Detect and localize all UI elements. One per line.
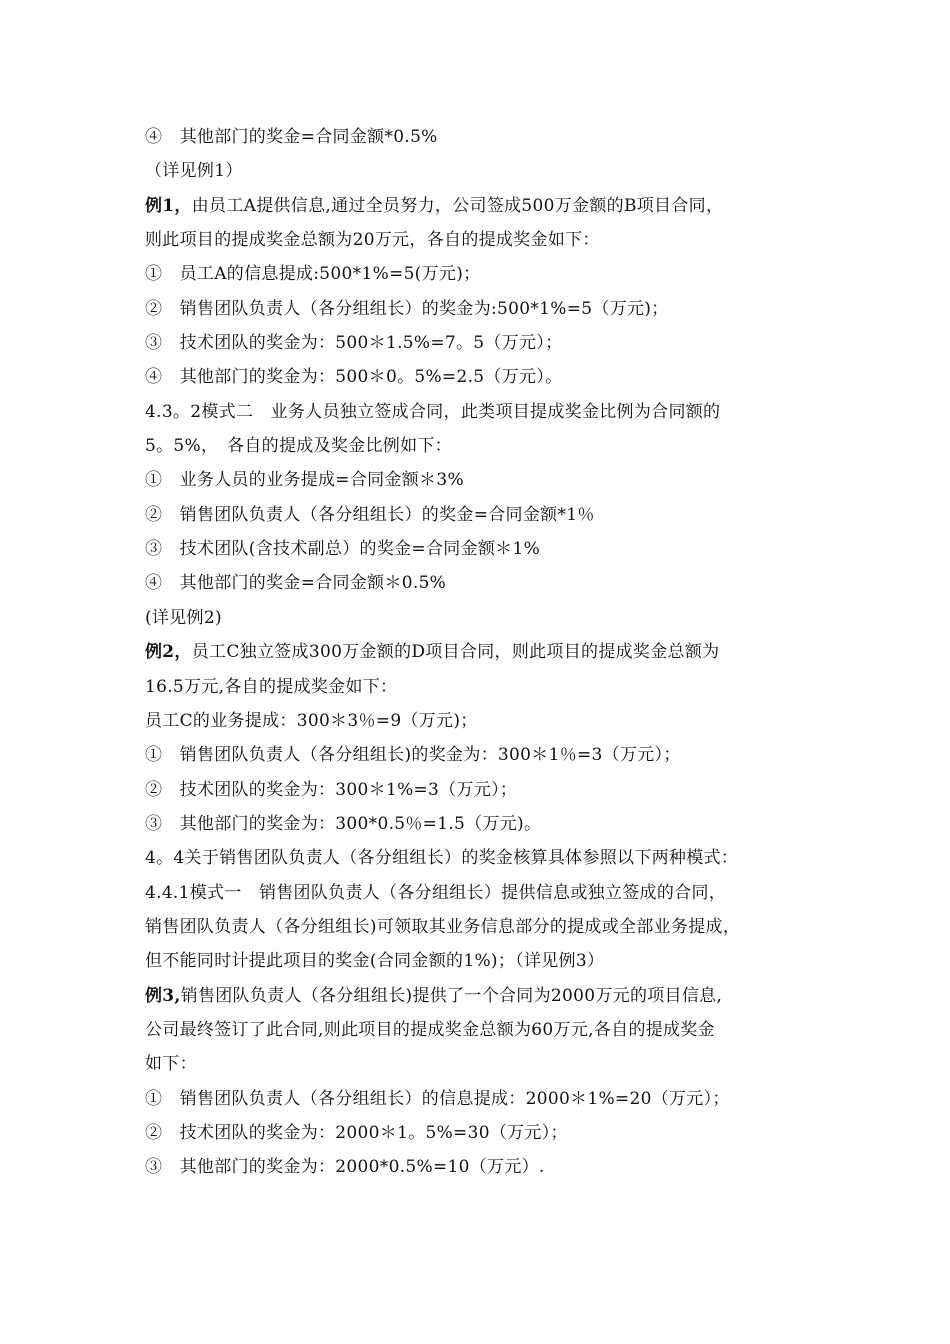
- example-label: 例2，: [145, 642, 192, 663]
- line-text: (详见例2): [145, 607, 222, 628]
- line-text: 如下：: [145, 1054, 197, 1075]
- line-text: 4。4关于销售团队负责人（各分组组长）的奖金核算具体参照以下两种模式：: [145, 848, 739, 869]
- line-text: ④ 其他部门的奖金=合同金额*0.5%: [145, 127, 438, 147]
- line-text: 销售团队负责人（各分组组长)可领取其业务信息部分的提成或全部业务提成，: [145, 916, 741, 937]
- line-text: ③ 技术团队的奖金为：500＊1.5%=7。5（万元）；: [145, 333, 563, 354]
- text-line: [145, 944, 845, 978]
- line-text: ① 业务人员的业务提成=合同金额＊3%: [145, 470, 464, 491]
- text-line: [145, 670, 845, 704]
- document-body: [145, 120, 845, 1185]
- line-text: ③ 其他部门的奖金为：2000*0.5%=10（万元）.: [145, 1157, 545, 1178]
- text-line: [145, 292, 845, 326]
- line-text: ④ 其他部门的奖金=合同金额＊0.5%: [145, 573, 447, 594]
- text-line: [145, 326, 845, 360]
- text-line: [145, 189, 845, 223]
- text-line: [145, 223, 845, 257]
- text-line: [145, 463, 845, 497]
- line-text: ② 销售团队负责人（各分组组长）的奖金=合同金额*1％: [145, 504, 595, 525]
- line-text: ② 技术团队的奖金为：2000＊1。5%=30（万元）；: [145, 1122, 568, 1143]
- line-text: 则此项目的提成奖金总额为20万元，各自的提成奖金如下：: [145, 230, 600, 251]
- text-line: [145, 429, 845, 463]
- text-line: [145, 566, 845, 600]
- text-line: [145, 773, 845, 807]
- line-text: ① 销售团队负责人（各分组组长)的奖金为：300＊1％=3（万元）；: [145, 745, 681, 766]
- line-text: ② 技术团队的奖金为：300＊1%=3（万元）；: [145, 779, 518, 800]
- text-line: [145, 704, 845, 738]
- text-line: [145, 1150, 845, 1184]
- text-line: [145, 360, 845, 394]
- line-text: ③ 其他部门的奖金为：300*0.5％=1.5（万元)。: [145, 813, 542, 834]
- text-line: [145, 1116, 845, 1150]
- line-text: ③ 技术团队(含技术副总）的奖金=合同金额＊1%: [145, 539, 541, 560]
- text-line: [145, 841, 845, 875]
- line-text: 销售团队负责人（各分组组长)提供了一个合同为2000万元的项目信息,: [180, 985, 723, 1006]
- line-text: 由员工A提供信息,通过全员努力，公司签成500万金额的B项目合同，: [191, 195, 724, 216]
- line-text: 16.5万元,各自的提成奖金如下：: [145, 676, 398, 697]
- line-text: ② 销售团队负责人（各分组组长）的奖金为:500*1%=5（万元)；: [145, 298, 669, 319]
- text-line: [145, 1013, 845, 1047]
- text-line: [145, 601, 845, 635]
- line-text: 5。5%， 各自的提成及奖金比例如下：: [145, 436, 452, 457]
- text-line: [145, 1082, 845, 1116]
- text-line: [145, 532, 845, 566]
- line-text: 4.4.1模式一 销售团队负责人（各分组组长）提供信息或独立签成的合同，: [145, 882, 727, 903]
- text-line: [145, 876, 845, 910]
- example-label: 例1，: [145, 195, 192, 216]
- text-line: [145, 120, 845, 154]
- example-label: 例3,: [145, 985, 181, 1006]
- line-text: 员工C的业务提成：300＊3％=9（万元)；: [145, 710, 478, 731]
- text-line: [145, 635, 845, 669]
- text-line: [145, 498, 845, 532]
- text-line: [145, 395, 845, 429]
- text-line: [145, 1047, 845, 1081]
- line-text: ① 销售团队负责人（各分组组长）的信息提成：2000＊1%=20（万元）；: [145, 1088, 730, 1109]
- line-text: 员工C独立签成300万金额的D项目合同，则此项目的提成奖金总额为: [191, 642, 720, 663]
- line-text: ① 员工A的信息提成:500*1%=5(万元)；: [145, 264, 481, 285]
- line-text: ④ 其他部门的奖金为：500＊0。5%=2.5（万元）。: [145, 367, 563, 388]
- text-line: [145, 154, 845, 188]
- text-line: [145, 979, 845, 1013]
- line-text: 但不能同时计提此项目的奖金(合同金额的1%)；（详见例3）: [145, 951, 605, 972]
- text-line: [145, 910, 845, 944]
- text-line: [145, 257, 845, 291]
- line-text: 公司最终签订了此合同,则此项目的提成奖金总额为60万元,各自的提成奖金: [145, 1019, 715, 1040]
- text-line: [145, 738, 845, 772]
- line-text: （详见例1）: [145, 161, 243, 182]
- line-text: 4.3。2模式二 业务人员独立签成合同，此类项目提成奖金比例为合同额的: [145, 401, 721, 422]
- text-line: [145, 807, 845, 841]
